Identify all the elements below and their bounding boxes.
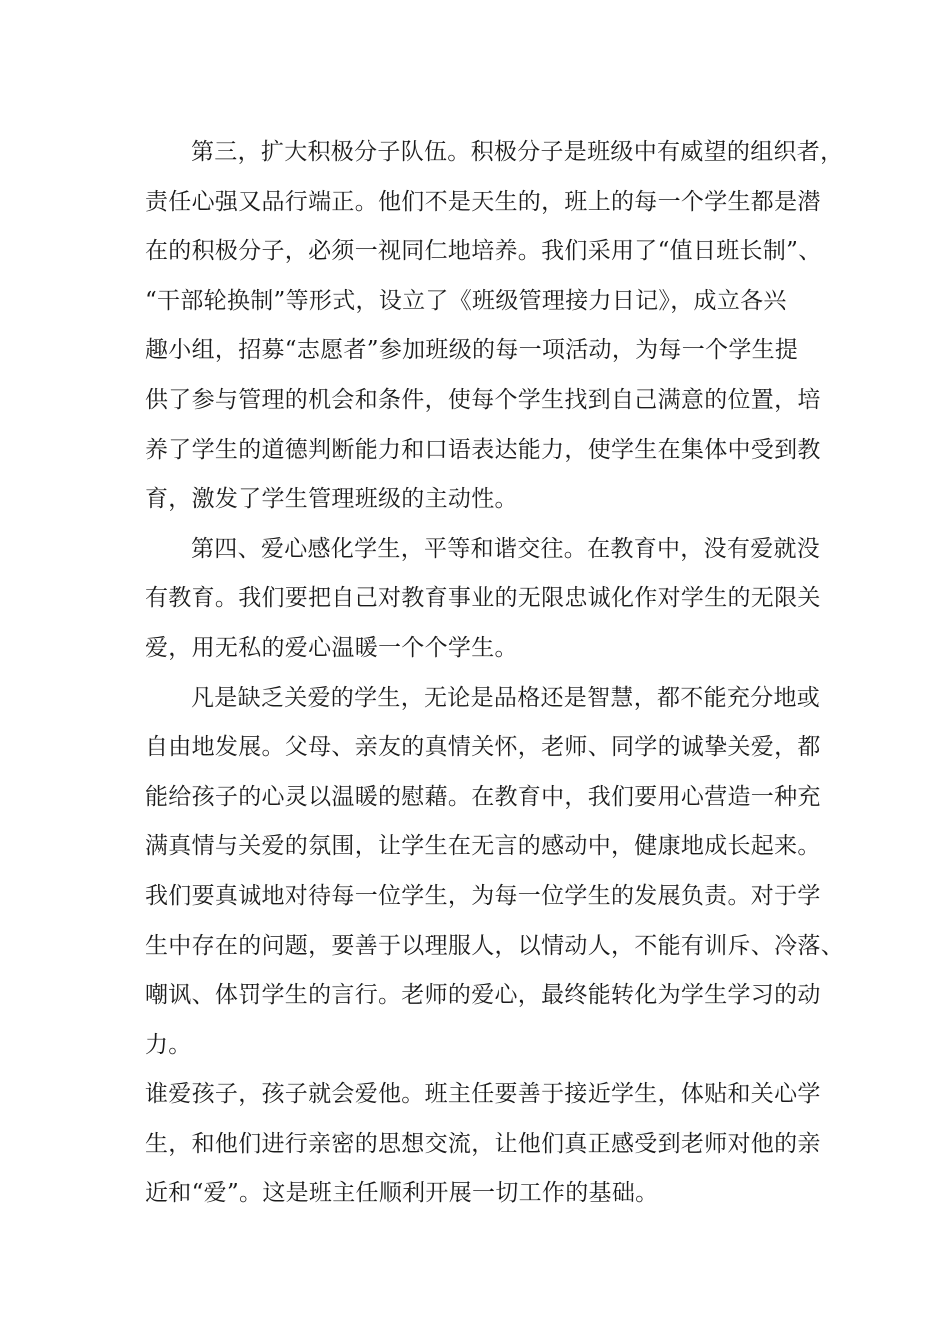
text-line: 凡是缺乏关爱的学生，无论是品格还是智慧，都不能充分地或 (191, 684, 821, 711)
text-line: 育，激发了学生管理班级的主动性。 (145, 486, 518, 513)
text-line: 第四、爱心感化学生，平等和谐交往。在教育中，没有爱就没 (191, 535, 821, 562)
text-line: 爱，用无私的爱心温暖一个个学生。 (145, 634, 518, 661)
body-text (145, 128, 844, 1219)
text-line: 谁爱孩子，孩子就会爱他。班主任要善于接近学生，体贴和关心学 (145, 1081, 821, 1108)
text-line: “干部轮换制”等形式，设立了《班级管理接力日记》，成立各兴 (145, 287, 787, 314)
text-line: 供了参与管理的机会和条件，使每个学生找到自己满意的位置，培 (145, 386, 821, 413)
text-line: 嘲讽、体罚学生的言行。老师的爱心，最终能转化为学生学习的动 (145, 982, 821, 1009)
text-line: 能给孩子的心灵以温暖的慰藉。在教育中，我们要用心营造一种充 (145, 783, 821, 810)
text-line: 近和“爱”。这是班主任顺利开展一切工作的基础。 (145, 1180, 659, 1207)
text-line: 满真情与关爱的氛围，让学生在无言的感动中，健康地成长起来。 (145, 833, 821, 860)
text-line: 养了学生的道德判断能力和口语表达能力，使学生在集体中受到教 (145, 436, 821, 463)
text-line: 自由地发展。父母、亲友的真情关怀，老师、同学的诚挚关爱，都 (145, 734, 821, 761)
text-line: 在的积极分子，必须一视同仁地培养。我们采用了“值日班长制”、 (145, 238, 822, 265)
text-line: 第三，扩大积极分子队伍。积极分子是班级中有威望的组织者， (191, 139, 844, 165)
text-line: 生，和他们进行亲密的思想交流，让他们真正感受到老师对他的亲 (145, 1130, 821, 1157)
text-line: 趣小组，招募“志愿者”参加班级的每一项活动，为每一个学生提 (145, 337, 799, 364)
text-line: 责任心强又品行端正。他们不是天生的，班上的每一个学生都是潜 (145, 188, 821, 215)
text-line: 我们要真诚地对待每一位学生，为每一位学生的发展负责。对于学 (145, 882, 821, 909)
text-line: 力。 (145, 1031, 192, 1058)
text-line: 有教育。我们要把自己对教育事业的无限忠诚化作对学生的无限关 (145, 585, 821, 612)
text-line: 生中存在的问题，要善于以理服人，以情动人，不能有训斥、冷落、 (145, 932, 844, 959)
